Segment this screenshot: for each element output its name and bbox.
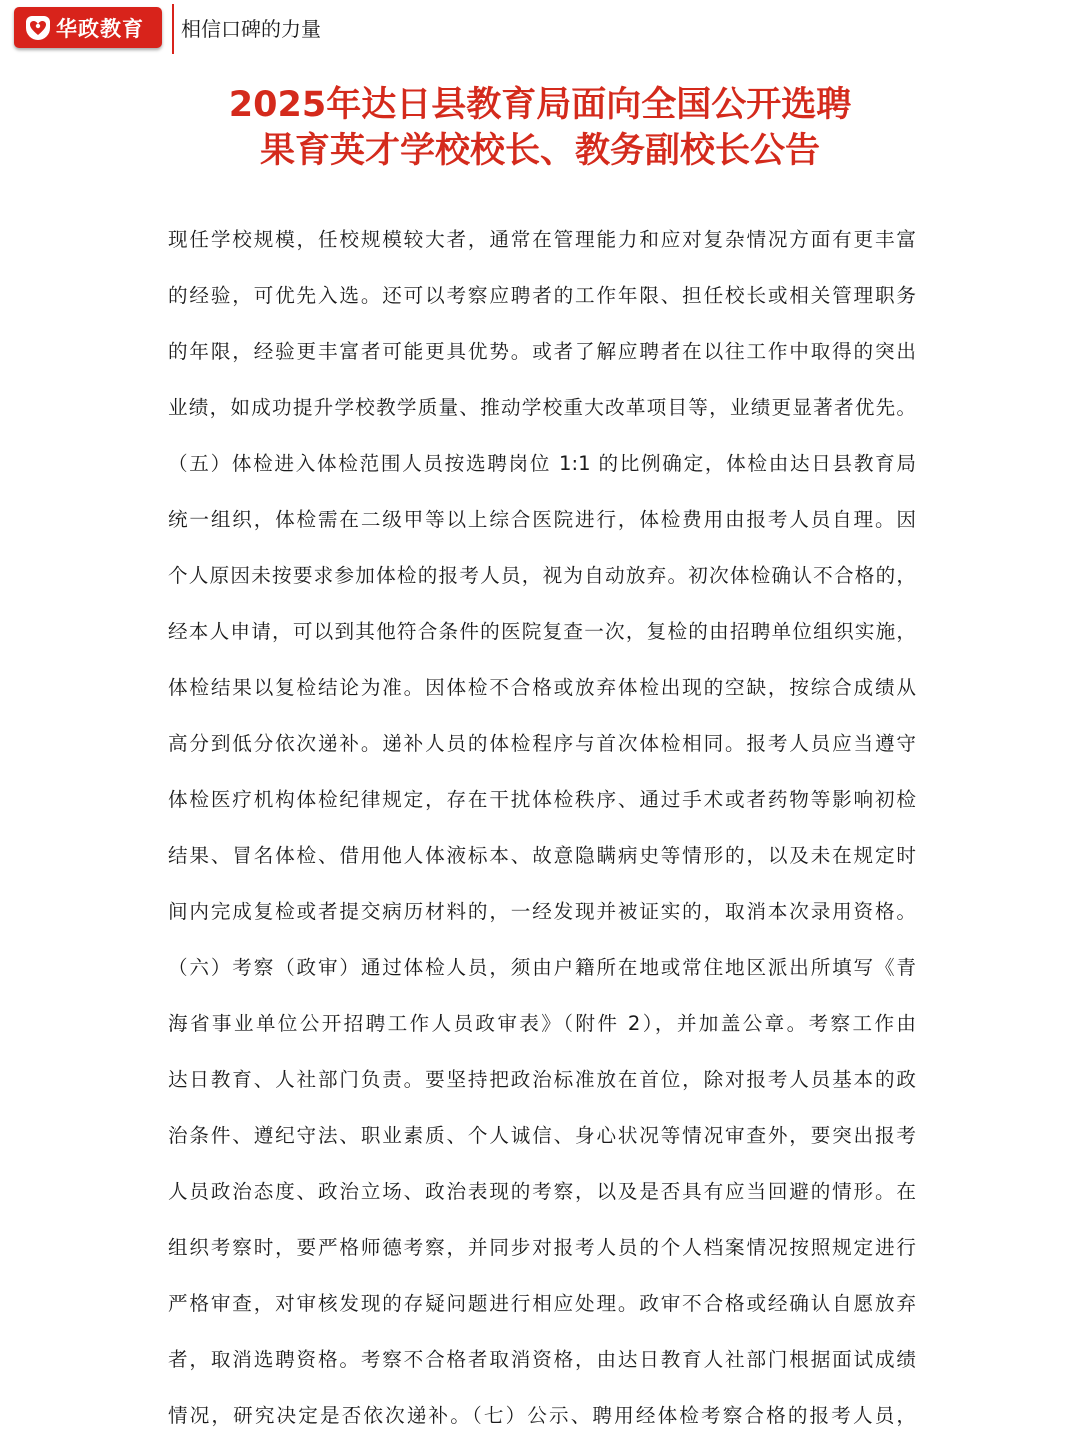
body-line: 严格审查，对审核发现的存疑问题进行相应处理。政审不合格或经确认自愿放弃 bbox=[168, 1292, 916, 1315]
heart-hands-icon bbox=[26, 16, 50, 40]
title-line-2: 果育英才学校校长、教务副校长公告 bbox=[259, 131, 820, 171]
body-line: 海省事业单位公开招聘工作人员政审表》（附件 2），并加盖公章。考察工作由 bbox=[168, 1012, 916, 1035]
body-line: （六）考察（政审）通过体检人员，须由户籍所在地或常住地区派出所填写《青 bbox=[168, 956, 916, 979]
body-line: 者，取消选聘资格。考察不合格者取消资格，由达日教育人社部门根据面试成绩 bbox=[168, 1348, 916, 1371]
brand-name: 华政教育 bbox=[56, 16, 144, 41]
body-line: （五）体检进入体检范围人员按选聘岗位 1:1 的比例确定，体检由达日县教育局 bbox=[168, 452, 916, 475]
body-line: 现任学校规模，任校规模较大者，通常在管理能力和应对复杂情况方面有更丰富 bbox=[168, 228, 916, 251]
body-line: 业绩，如成功提升学校教学质量、推动学校重大改革项目等，业绩更显著者优先。 bbox=[168, 396, 916, 419]
body-line: 情况，研究决定是否依次递补。（七）公示、聘用经体检考察合格的报考人员， bbox=[168, 1404, 916, 1427]
body-line: 高分到低分依次递补。递补人员的体检程序与首次体检相同。报考人员应当遵守 bbox=[168, 732, 916, 755]
body-line: 组织考察时，要严格师德考察，并同步对报考人员的个人档案情况按照规定进行 bbox=[168, 1236, 916, 1259]
body-line: 治条件、遵纪守法、职业素质、个人诚信、身心状况等情况审查外，要突出报考 bbox=[168, 1124, 916, 1147]
brand-slogan: 相信口碑的力量 bbox=[181, 17, 321, 41]
body-line: 间内完成复检或者提交病历材料的，一经发现并被证实的，取消本次录用资格。 bbox=[168, 900, 916, 923]
body-line: 体检结果以复检结论为准。因体检不合格或放弃体检出现的空缺，按综合成绩从 bbox=[168, 676, 916, 699]
body-line: 体检医疗机构体检纪律规定，存在干扰体检秩序、通过手术或者药物等影响初检 bbox=[168, 788, 916, 811]
body-line: 统一组织，体检需在二级甲等以上综合医院进行，体检费用由报考人员自理。因 bbox=[168, 508, 916, 531]
body-line: 人员政治态度、政治立场、政治表现的考察，以及是否具有应当回避的情形。在 bbox=[168, 1180, 916, 1203]
brand-logo[interactable] bbox=[14, 7, 162, 48]
body-line: 结果、冒名体检、借用他人体液标本、故意隐瞒病史等情形的，以及未在规定时 bbox=[168, 844, 916, 867]
body-line: 经本人申请，可以到其他符合条件的医院复查一次，复检的由招聘单位组织实施， bbox=[168, 620, 916, 643]
page-header bbox=[0, 0, 1080, 60]
body-line: 个人原因未按要求参加体检的报考人员，视为自动放弃。初次体检确认不合格的， bbox=[168, 564, 916, 587]
title-line-1: 2025年达日县教育局面向全国公开选聘 bbox=[228, 85, 852, 125]
body-line: 的经验，可优先入选。还可以考察应聘者的工作年限、担任校长或相关管理职务 bbox=[168, 284, 916, 307]
header-divider bbox=[172, 4, 174, 54]
body-line: 的年限，经验更丰富者可能更具优势。或者了解应聘者在以往工作中取得的突出 bbox=[168, 340, 916, 363]
body-line: 达日教育、人社部门负责。要坚持把政治标准放在首位，除对报考人员基本的政 bbox=[168, 1068, 916, 1091]
document-body bbox=[168, 212, 916, 1444]
document-title bbox=[0, 82, 1080, 174]
